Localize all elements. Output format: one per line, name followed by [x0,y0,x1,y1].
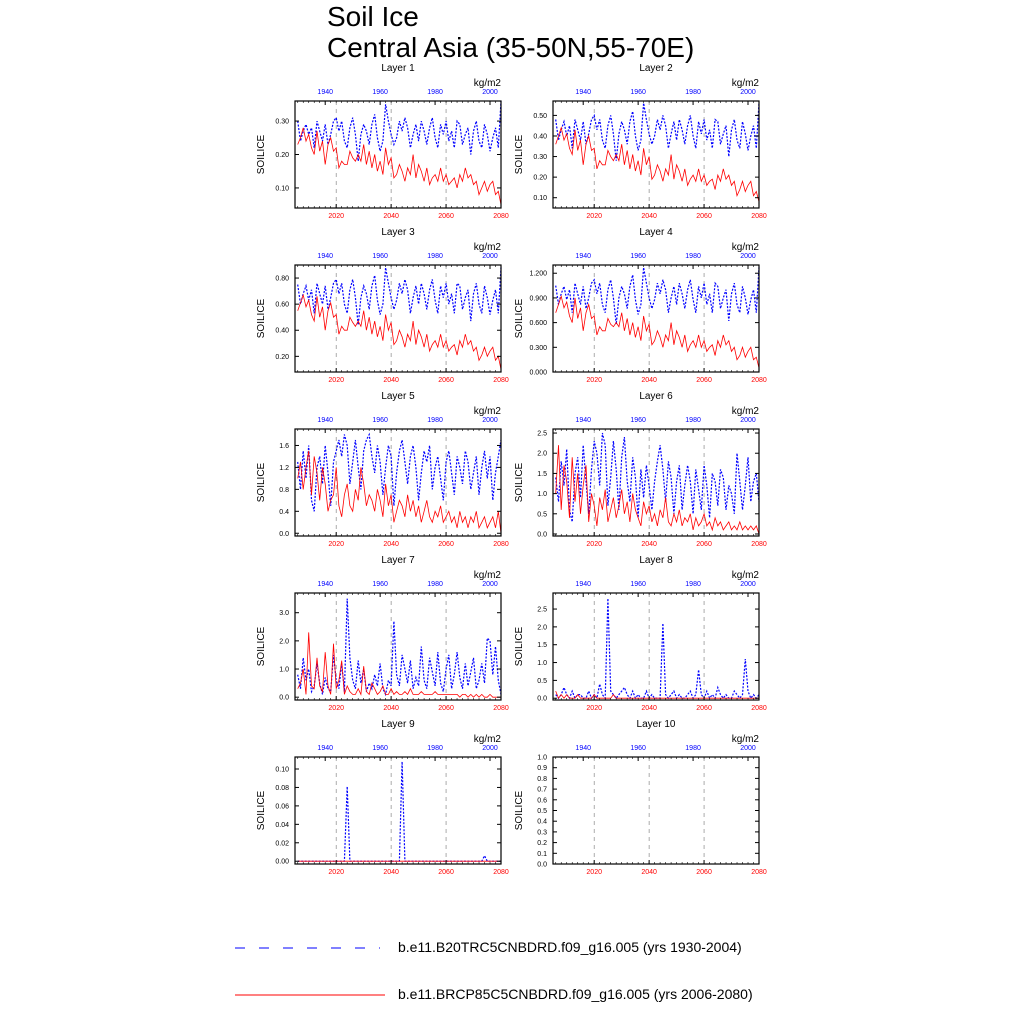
layer-4-ytick-label: 0.000 [529,369,547,377]
layer-2-ytick-label: 0.50 [533,112,547,120]
layer-1-xtick-top: 1960 [372,89,388,96]
layer-10-ytick-label: 0.0 [537,861,547,869]
layer-5-xtick-top: 2000 [482,417,498,424]
layer-4-title: Layer 4 [639,227,673,238]
layer-2-xtick-bottom: 2040 [641,213,657,220]
layer-4-xtick-bottom: 2020 [586,377,602,384]
layer-5-ylabel: SOILICE [256,462,267,503]
layer-8-panel [514,555,767,712]
layer-10-xtick-top: 1940 [575,745,592,752]
layer-1-ytick-label: 0.10 [275,185,289,193]
layer-2-xtick-bottom: 2060 [696,213,712,220]
layer-5-ytick-label: 1.2 [279,464,289,472]
layer-2-xtick-top: 1940 [575,89,592,96]
layer-4-ytick-label: 1.200 [529,270,547,278]
layer-1-series-future [298,128,501,205]
layer-10-ytick-label: 0.9 [537,765,547,773]
layer-8-xtick-bottom: 2060 [696,705,712,712]
layer-3-xtick-top: 1980 [427,253,443,260]
layer-3-ytick-label: 0.80 [275,275,289,283]
layer-1-series-historical [298,101,501,161]
layer-9-ytick-label: 0.10 [275,766,289,774]
layer-10-xtick-bottom: 2020 [586,869,602,876]
layer-7-ytick-label: 0.0 [279,694,289,702]
layer-1-panel [256,63,509,220]
layer-5-xtick-bottom: 2020 [328,541,344,548]
layer-4-xtick-top: 2000 [740,253,756,260]
layer-3-xtick-bottom: 2080 [493,377,509,384]
layer-7-xtick-bottom: 2040 [383,705,399,712]
layer-3-xtick-top: 1960 [372,253,388,260]
layer-10-xtick-top: 1960 [630,745,646,752]
layer-8-ytick-label: 0.0 [537,695,547,703]
layer-5-ytick-label: 1.6 [279,442,289,450]
layer-8-series-historical [556,598,759,698]
layer-1-xtick-bottom: 2020 [328,213,344,220]
layer-4-ytick-label: 0.900 [529,295,547,303]
layer-5-title: Layer 5 [381,391,415,402]
layer-6-xtick-top: 1940 [575,417,592,424]
layer-10-xtick-top: 2000 [740,745,756,752]
layer-5-unit: kg/m2 [473,406,501,417]
layer-7-panel [256,555,509,712]
layer-8-ytick-label: 1.0 [537,660,547,668]
layer-3-ytick-label: 0.60 [275,301,289,309]
layer-3-series-historical [298,268,501,325]
layer-1-xtick-bottom: 2080 [493,213,509,220]
layer-10-ytick-label: 1.0 [537,754,547,762]
layer-7-xtick-top: 1940 [317,581,334,588]
layer-7-ytick-label: 2.0 [279,638,289,646]
layer-7-ytick-label: 3.0 [279,610,289,618]
legend-label-historical: b.e11.B20TRC5CNBDRD.f09_g16.005 (yrs 1930-2004) [398,939,742,955]
layer-3-frame [295,265,501,372]
layer-1-xtick-top: 2000 [482,89,498,96]
layer-7-series-future [298,632,501,697]
layer-3-xtick-bottom: 2060 [438,377,454,384]
layer-2-xtick-bottom: 2020 [586,213,602,220]
layer-7-xtick-top: 1980 [427,581,443,588]
layer-3-ylabel: SOILICE [256,298,267,339]
layer-4-ytick-label: 0.600 [529,320,547,328]
layer-10-ylabel: SOILICE [514,790,525,831]
layer-10-panel [514,719,767,876]
legend-label-future: b.e11.BRCP85C5CNBDRD.f09_g16.005 (yrs 2006-2080) [398,986,753,1002]
layer-9-title: Layer 9 [381,719,415,730]
layer-6-ytick-label: 1.0 [537,491,547,499]
layer-5-ytick-label: 0.4 [279,508,289,516]
layer-1-title: Layer 1 [381,63,415,74]
layer-10-ytick-label: 0.4 [537,818,547,826]
layer-7-xtick-bottom: 2020 [328,705,344,712]
layer-5-panel [256,391,509,548]
layer-9-panel [256,719,509,876]
layer-8-ylabel: SOILICE [514,626,525,667]
layer-3-unit: kg/m2 [473,242,501,253]
layer-1-ylabel: SOILICE [256,134,267,175]
layer-7-unit: kg/m2 [473,570,501,581]
layer-5-xtick-top: 1940 [317,417,334,424]
layer-1-xtick-bottom: 2060 [438,213,454,220]
layer-3-series-future [298,295,501,369]
layer-5-xtick-bottom: 2080 [493,541,509,548]
layer-10-ytick-label: 0.7 [537,786,547,794]
layer-9-xtick-bottom: 2060 [438,869,454,876]
layer-9-xtick-top: 1980 [427,745,443,752]
layer-8-xtick-top: 1980 [685,581,701,588]
layer-6-xtick-top: 1980 [685,417,701,424]
layer-10-xtick-bottom: 2080 [751,869,767,876]
layer-1-unit: kg/m2 [473,78,501,89]
layer-10-xtick-bottom: 2040 [641,869,657,876]
layer-2-xtick-top: 1980 [685,89,701,96]
layer-8-xtick-top: 1960 [630,581,646,588]
layer-8-ytick-label: 2.0 [537,624,547,632]
layer-9-ytick-label: 0.04 [275,821,289,829]
layer-9-xtick-top: 2000 [482,745,498,752]
layer-2-unit: kg/m2 [731,78,759,89]
layer-8-frame [553,593,759,700]
layer-1-xtick-top: 1940 [317,89,334,96]
layer-7-title: Layer 7 [381,555,415,566]
layer-9-series-historical [298,762,501,862]
layer-5-xtick-top: 1960 [372,417,388,424]
layer-4-xtick-top: 1980 [685,253,701,260]
layer-4-ytick-label: 0.300 [529,344,547,352]
layer-1-xtick-top: 1980 [427,89,443,96]
layer-8-ytick-label: 1.5 [537,642,547,650]
layer-2-xtick-top: 2000 [740,89,756,96]
layer-3-xtick-top: 2000 [482,253,498,260]
layer-2-ytick-label: 0.20 [533,174,547,182]
layer-1-xtick-bottom: 2040 [383,213,399,220]
layer-3-xtick-bottom: 2040 [383,377,399,384]
layer-5-xtick-bottom: 2040 [383,541,399,548]
layer-7-xtick-bottom: 2080 [493,705,509,712]
layer-4-series-historical [556,268,759,325]
layer-6-ytick-label: 1.5 [537,470,547,478]
layer-6-xtick-top: 1960 [630,417,646,424]
layer-6-unit: kg/m2 [731,406,759,417]
layer-6-xtick-bottom: 2040 [641,541,657,548]
layer-8-unit: kg/m2 [731,570,759,581]
layer-2-ylabel: SOILICE [514,134,525,175]
layer-5-ytick-label: 0.8 [279,486,289,494]
layer-4-ylabel: SOILICE [514,298,525,339]
layer-1-ytick-label: 0.20 [275,152,289,159]
layer-2-xtick-bottom: 2080 [751,213,767,220]
layer-8-xtick-top: 2000 [740,581,756,588]
layer-9-unit: kg/m2 [473,734,501,745]
layer-6-ytick-label: 2.0 [537,450,547,458]
layer-3-title: Layer 3 [381,227,415,238]
layer-8-ytick-label: 2.5 [537,606,547,614]
layer-3-xtick-bottom: 2020 [328,377,344,384]
layer-8-title: Layer 8 [639,555,673,566]
layer-7-frame [295,593,501,700]
layer-5-xtick-top: 1980 [427,417,443,424]
layer-2-title: Layer 2 [639,63,673,74]
layer-6-xtick-bottom: 2080 [751,541,767,548]
layer-6-title: Layer 6 [639,391,673,402]
layer-4-xtick-bottom: 2040 [641,377,657,384]
layer-6-panel [514,391,767,548]
chart-title-line1: Soil Ice [327,1,419,32]
layer-9-ytick-label: 0.06 [275,803,289,811]
layer-10-xtick-bottom: 2060 [696,869,712,876]
layer-1-ytick-label: 0.30 [275,118,289,126]
layer-7-xtick-bottom: 2060 [438,705,454,712]
chart-title-line2: Central Asia (35-50N,55-70E) [327,32,695,63]
layer-4-xtick-top: 1960 [630,253,646,260]
layer-2-series-future [556,128,759,202]
layer-6-ytick-label: 2.5 [537,430,547,438]
layer-4-xtick-bottom: 2060 [696,377,712,384]
layer-10-unit: kg/m2 [731,734,759,745]
layer-10-ytick-label: 0.5 [537,808,547,815]
layer-7-series-historical [298,599,501,695]
layer-9-xtick-top: 1960 [372,745,388,752]
layer-3-xtick-top: 1940 [317,253,334,260]
layer-2-ytick-label: 0.30 [533,154,547,162]
layer-9-xtick-bottom: 2040 [383,869,399,876]
layer-3-ytick-label: 0.40 [275,327,289,335]
layer-9-ytick-label: 0.08 [275,784,289,792]
layer-9-xtick-bottom: 2020 [328,869,344,876]
layer-8-xtick-bottom: 2080 [751,705,767,712]
layer-6-xtick-top: 2000 [740,417,756,424]
layer-7-xtick-top: 1960 [372,581,388,588]
layer-5-ytick-label: 0.0 [279,530,289,538]
layer-2-ytick-label: 0.40 [533,133,547,141]
layer-10-ytick-label: 0.1 [537,850,547,858]
layer-8-xtick-bottom: 2020 [586,705,602,712]
layer-8-xtick-bottom: 2040 [641,705,657,712]
layer-10-title: Layer 10 [636,719,676,730]
layer-6-xtick-bottom: 2060 [696,541,712,548]
layer-10-ytick-label: 0.8 [537,775,547,783]
layer-4-unit: kg/m2 [731,242,759,253]
layer-3-panel [256,227,509,384]
layer-6-ylabel: SOILICE [514,462,525,503]
layer-7-ylabel: SOILICE [256,626,267,667]
layer-4-xtick-bottom: 2080 [751,377,767,384]
layer-6-ytick-label: 0.0 [537,531,547,539]
layer-10-frame [553,757,759,864]
layer-9-ylabel: SOILICE [256,790,267,831]
layer-5-xtick-bottom: 2060 [438,541,454,548]
layer-10-ytick-label: 0.6 [537,797,547,805]
layer-6-xtick-bottom: 2020 [586,541,602,548]
layer-2-ytick-label: 0.10 [533,195,547,203]
layer-9-xtick-bottom: 2080 [493,869,509,876]
layer-9-xtick-top: 1940 [317,745,334,752]
layer-10-xtick-top: 1980 [685,745,701,752]
layer-9-frame [295,757,501,864]
layer-9-ytick-label: 0.00 [275,858,289,866]
layer-4-xtick-top: 1940 [575,253,592,260]
layer-8-ytick-label: 0.5 [537,677,547,685]
layer-2-series-historical [556,103,759,161]
layer-10-ytick-label: 0.3 [537,829,547,837]
layer-6-ytick-label: 0.5 [537,511,547,519]
layer-4-panel [514,227,767,384]
layer-10-ytick-label: 0.2 [537,840,547,848]
layer-2-xtick-top: 1960 [630,89,646,96]
layer-7-ytick-label: 1.0 [279,666,289,674]
layer-9-ytick-label: 0.02 [275,840,289,848]
layer-5-series-future [298,451,501,533]
layer-3-ytick-label: 0.20 [275,353,289,361]
layer-8-xtick-top: 1940 [575,581,592,588]
layer-2-panel [514,63,767,220]
layer-1-frame [295,101,501,208]
layer-7-xtick-top: 2000 [482,581,498,588]
